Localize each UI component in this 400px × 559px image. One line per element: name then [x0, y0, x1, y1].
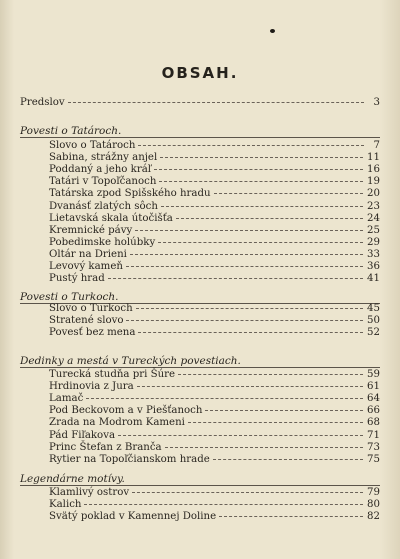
toc-entry [49, 201, 380, 213]
dash-leader [176, 218, 363, 220]
toc-entry [49, 393, 380, 405]
dash-leader [68, 102, 364, 104]
toc-entry [49, 369, 380, 381]
dash-leader [160, 157, 363, 159]
entry-title: Tatárska zpod Spišského hradu [49, 188, 211, 200]
toc-entry [49, 225, 380, 237]
entry-title: Klamlivý ostrov [49, 487, 130, 498]
section-rule [20, 485, 380, 486]
toc-entry [49, 140, 380, 152]
toc-entry [49, 261, 380, 273]
toc-entry [49, 442, 380, 454]
entry-page-number: 61 [367, 381, 380, 393]
entry-title: Pobedimske holúbky [49, 236, 156, 248]
toc-entry [49, 249, 380, 261]
entry-page-number: 19 [367, 176, 380, 188]
dash-leader [132, 492, 363, 494]
dash-leader [118, 435, 363, 437]
dash-leader [138, 332, 363, 334]
entry-title: Lamač [49, 393, 84, 405]
dash-leader [84, 504, 363, 506]
dash-leader [205, 410, 363, 412]
toc-entry [49, 381, 380, 393]
entry-page-number: 66 [367, 405, 380, 417]
entry-page-number: 3 [373, 97, 380, 108]
entry-page-number: 41 [367, 273, 380, 285]
dash-leader [135, 230, 363, 232]
entry-page-number: 16 [367, 164, 380, 176]
entry-page-number: 71 [367, 429, 380, 441]
toc-entry [49, 454, 380, 466]
section-rule [20, 137, 380, 138]
entry-title: Turecká studňa pri Šúre [49, 369, 176, 380]
entry-page-number: 64 [367, 393, 380, 405]
toc-entry [49, 176, 380, 188]
dash-leader [219, 516, 363, 518]
toc-entry [49, 213, 380, 225]
dash-leader [159, 181, 363, 183]
entry-page-number: 45 [367, 303, 380, 314]
dash-leader [126, 320, 363, 322]
toc-entry [49, 164, 380, 176]
section-rule [20, 367, 380, 368]
toc-entry [49, 487, 380, 499]
toc-entry [49, 152, 380, 164]
ink-spot [270, 29, 275, 33]
entry-title: Slovo o Turkoch [49, 303, 133, 314]
entry-title: Pod Beckovom a v Piešťanoch [49, 405, 203, 417]
toc-entry [49, 315, 380, 327]
dash-leader [130, 254, 363, 256]
entry-title: Stratené slovo [49, 315, 124, 327]
section-heading: Legendárne motívy. [20, 473, 125, 485]
dash-leader [154, 169, 363, 171]
entry-page-number: 29 [367, 236, 380, 248]
entry-page-number: 24 [367, 212, 380, 224]
entry-page-number: 36 [367, 261, 380, 272]
entry-title: Poddaný a jeho kráľ [49, 164, 152, 176]
entry-title: Dvanásť zlatých sôch [49, 200, 158, 212]
dash-leader [86, 398, 363, 400]
entry-title: Levový kameň [49, 261, 123, 272]
dash-leader [136, 308, 363, 310]
dash-leader [138, 145, 364, 147]
entry-page-number: 80 [367, 499, 380, 511]
entry-page-number: 52 [367, 327, 380, 339]
entry-title: Pustý hrad [49, 273, 105, 285]
dash-leader [158, 242, 363, 244]
entry-title: Tatári v Topoľčanoch [49, 176, 157, 188]
entry-page-number: 73 [367, 441, 380, 453]
entry-page-number: 25 [367, 224, 380, 236]
entry-page-number: 20 [367, 188, 380, 200]
toc-entry [49, 237, 380, 249]
toc-entry [49, 303, 380, 315]
entry-page-number: 33 [367, 248, 380, 260]
entry-title: Hrdinovia z Jura [49, 381, 134, 393]
entry-title: Slovo o Tatároch [49, 140, 136, 151]
dash-leader [178, 374, 363, 376]
entry-title: Zrada na Modrom Kameni [49, 417, 185, 429]
entry-page-number: 82 [367, 511, 380, 523]
section-heading: Povesti o Tatároch. [20, 125, 122, 137]
dash-leader [126, 266, 363, 268]
entry-page-number: 23 [367, 200, 380, 212]
toc-entry [49, 417, 380, 429]
dash-leader [165, 447, 363, 449]
section-heading: Povesti o Turkoch. [20, 291, 119, 303]
entry-title: Kalich [49, 499, 82, 511]
toc-entry-preface [20, 97, 380, 109]
toc-entry [49, 327, 380, 339]
toc-entry [49, 499, 380, 511]
toc-entry [49, 511, 380, 523]
dash-leader [214, 193, 363, 195]
dash-leader [188, 422, 363, 424]
dash-leader [108, 278, 363, 280]
page-title: OBSAH. [161, 64, 239, 82]
dash-leader [161, 206, 363, 208]
entry-title: Oltár na Drieni [49, 248, 127, 260]
toc-entry [49, 405, 380, 417]
entry-page-number: 75 [367, 453, 380, 465]
entry-page-number: 68 [367, 417, 380, 429]
dash-leader [213, 459, 363, 461]
dash-leader [137, 386, 363, 388]
entry-title: Povesť bez mena [49, 327, 136, 339]
entry-page-number: 50 [367, 315, 380, 327]
entry-title: Sabina, strážny anjel [49, 152, 158, 164]
entry-title: Rytier na Topoľčianskom hrade [49, 453, 210, 465]
toc-entry [49, 430, 380, 442]
entry-title: Kremnické pávy [49, 224, 133, 236]
entry-page-number: 59 [367, 369, 380, 380]
toc-entry [49, 188, 380, 200]
entry-page-number: 7 [373, 140, 380, 151]
entry-page-number: 11 [367, 152, 380, 164]
entry-page-number: 79 [367, 487, 380, 498]
entry-title: Predslov [20, 97, 65, 108]
entry-title: Pád Fiľakova [49, 429, 116, 441]
toc-entry [49, 273, 380, 285]
entry-title: Lietavská skala útočišťa [49, 212, 173, 224]
entry-title: Princ Štefan z Branča [49, 441, 162, 453]
entry-title: Svätý poklad v Kamennej Doline [49, 511, 217, 523]
section-heading: Dedinky a mestá v Tureckých povestiach. [20, 355, 241, 367]
